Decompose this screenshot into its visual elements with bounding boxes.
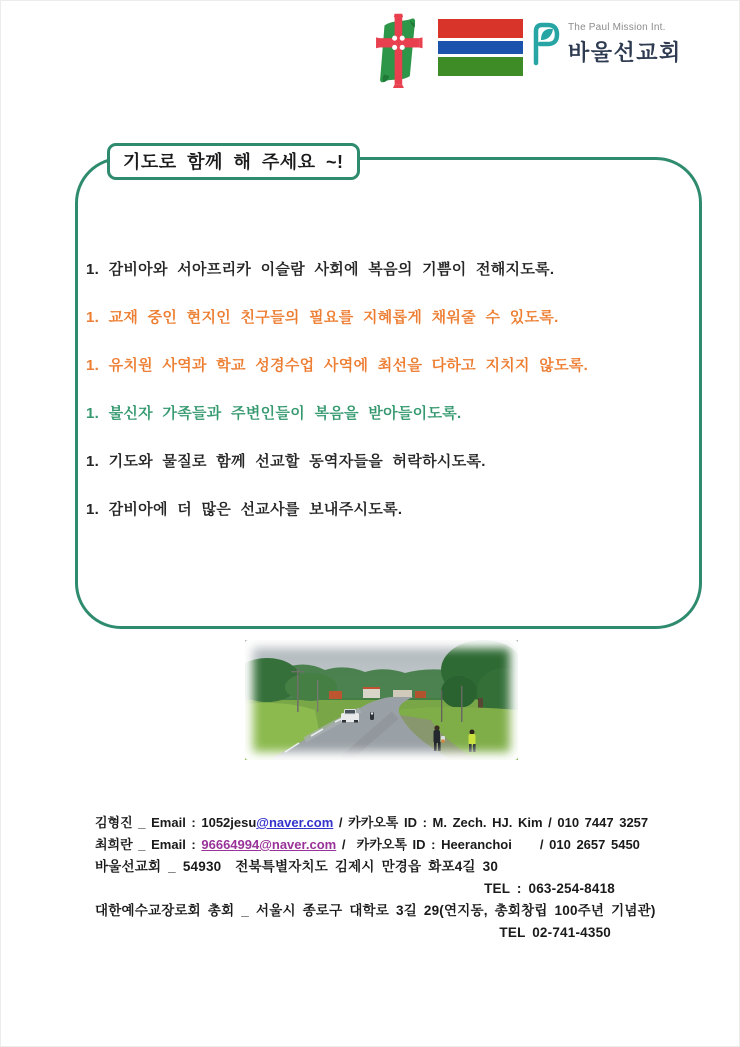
flag-stripe-blue xyxy=(438,41,523,54)
prayer-list xyxy=(86,260,683,548)
paul-mission-logo-text xyxy=(568,20,682,67)
contact-line-person2 xyxy=(95,834,640,856)
assembly-tel: TEL 02-741-4350 xyxy=(499,925,611,940)
prayer-box xyxy=(75,152,702,629)
mission-address: 바울선교회 _ 54930 전북특별자치도 김제시 만경읍 화포4길 30 xyxy=(95,859,499,874)
person2-kakao-phone: / 카카오톡 ID : Heeranchoi / 010 2657 5450 xyxy=(336,837,640,852)
prayer-box-title: 기도로 함께 해 주세요 ~! xyxy=(107,143,360,180)
person2-info: 최희란 _ Email : xyxy=(95,837,202,852)
road-photo-reflection xyxy=(245,762,518,808)
pck-cross-icon xyxy=(372,12,424,88)
prayer-item: 1. 감비아와 서아프리카 이슬람 사회에 복음의 기쁨이 전해지도록. xyxy=(86,261,555,278)
email-link-person2[interactable]: 96664994@naver.com xyxy=(201,837,337,852)
paul-mission-title: 바울선교회 xyxy=(568,40,682,65)
road-photo-scene xyxy=(245,640,518,760)
assembly-address: 대한예수교장로회 총회 _ 서울시 종로구 대학로 3길 29(연지동, 총회창립 100주년 기념관) xyxy=(95,903,656,918)
prayer-item: 1. 불신자 가족들과 주변인들이 복음을 받아들이도록. xyxy=(86,405,462,422)
paul-mission-p-icon xyxy=(531,20,561,66)
prayer-item: 1. 기도와 물질로 함께 선교할 동역자들을 허락하시도록. xyxy=(86,453,486,470)
flag-stripe-red xyxy=(438,19,523,38)
mission-tel: TEL : 063-254-8418 xyxy=(484,881,615,896)
road-photo xyxy=(245,640,518,760)
person1-kakao-phone: / 카카오톡 ID : M. Zech. HJ. Kim / 010 7447 3257 xyxy=(333,815,649,830)
email-link-person1[interactable]: @naver.com xyxy=(256,815,334,830)
gambia-flag-icon xyxy=(438,19,523,76)
prayer-item: 1. 교재 중인 현지인 친구들의 필요를 지혜롭게 채워줄 수 있도록. xyxy=(86,309,559,326)
paul-mission-subtitle: The Paul Mission Int. xyxy=(568,22,666,33)
paul-mission-logo xyxy=(531,20,682,67)
contact-block xyxy=(95,812,656,944)
contact-line-person1 xyxy=(95,812,649,834)
flag-stripe-green xyxy=(438,57,523,76)
prayer-item: 1. 감비아에 더 많은 선교사를 보내주시도록. xyxy=(86,501,403,518)
motorcycle xyxy=(370,712,374,720)
person1-info: 김형진 _ Email : 1052jesu xyxy=(95,815,257,830)
prayer-item: 1. 유치원 사역과 학교 성경수업 사역에 최선을 다하고 지치지 않도록. xyxy=(86,357,589,374)
